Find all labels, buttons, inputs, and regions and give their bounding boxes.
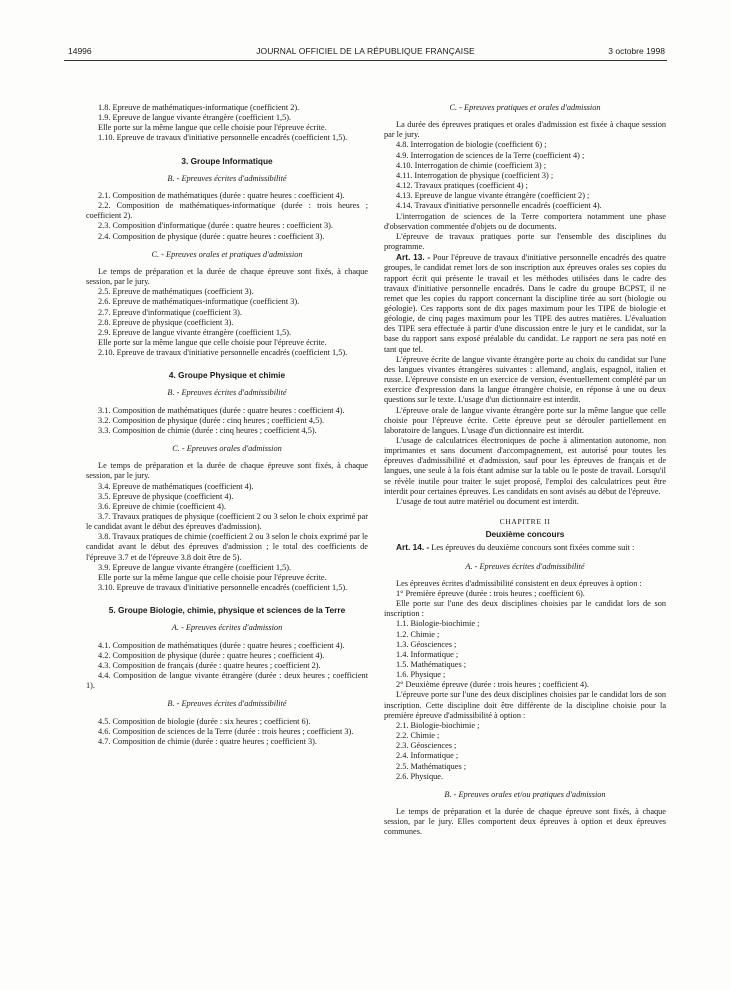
list-item: 2.5. Epreuve de mathématiques (coefficient 3). [98, 287, 254, 297]
list-item: 2.9. Epreuve de langue vivante étrangère (coefficient 1,5). [98, 327, 292, 337]
paragraph: L'usage de tout autre matériel ou document est interdit. [396, 496, 579, 506]
list-item: 3.2. Composition de physique (durée : cinq heures ; coefficient 4,5). [98, 415, 325, 425]
section-heading: 4. Groupe Physique et chimie [168, 370, 286, 381]
list-item: 4.2. Composition de physique (durée : quatre heures ; coefficient 4). [98, 650, 325, 660]
list-item: 2.6. Physique. [396, 771, 444, 781]
subsection-heading: A. - Epreuves écrites d'admissibilité [465, 561, 585, 571]
publication-date: 3 octobre 1998 [608, 46, 665, 56]
article-text: Pour l'épreuve de travaux d'initiative personnelle encadrés des quatre groupes, le candidat remet lors de son inscription aux épreuves orales ses copies du rapport écrit qui présente le travail et les méthodes utilisées dans le cadre des travaux d'initiative personnelle encadrés. Dans le cadre du groupe BCPST, il ne remet que les copies du rapport concernant la discipline tirée au sort (biologie ou géologie). Ces rapports sont de dix pages maximum pour les TIPE de biologie et géologie, de cinq pages maximum pour les TIPE des autres matières. L'évaluation des TIPE sera effectuée à partir d'une discussion entre le jury et le candidat, sur la base du rapport sans exposé préalable du candidat. Le rapport ne sera pas noté en tant que tel. [384, 253, 666, 354]
list-item: 3.8. Travaux pratiques de chimie (coefficient 2 ou 3 selon le choix exprimé par le candidat avant le début des épreuves d'admission ; le total des coefficients de l'épreuve 3.7 et de l'épreuve 3.8 doit être de 5). [86, 532, 368, 562]
chapter-title: Deuxième concours [485, 529, 565, 540]
paragraph: 2° Deuxième épreuve (durée : trois heures ; coefficient 4). [396, 680, 589, 690]
subsection-heading: A. - Epreuves écrites d'admission [171, 623, 283, 633]
article-14 [384, 542, 666, 553]
chapter-label: CHAPITRE II [499, 517, 551, 527]
paragraph: L'épreuve écrite de langue vivante étrangère porte au choix du candidat sur l'une des langues vivantes étrangères suivantes : allemand, anglais, espagnol, italien et russe. L'épreuve consiste en un exercice de version, éventuellement complété par un exercice d'expression dans la langue étrangère choisie, en réponse à une ou deux questions sur le texte. L'usage d'un dictionnaire est interdit. [384, 354, 666, 405]
paragraph: 1.10. Epreuve de travaux d'initiative personnelle encadrés (coefficient 1,5). [98, 133, 348, 143]
paragraph: 1° Première épreuve (durée : trois heures ; coefficient 6). [396, 588, 585, 598]
subsection-heading: B. - Epreuves écrites d'admissibilité [167, 699, 287, 709]
list-item: 2.3. Composition d'informatique (durée : quatre heures : coefficient 3). [98, 221, 333, 231]
list-item: 4.10. Interrogation de chimie (coefficient 3) ; [396, 160, 547, 170]
left-column [86, 103, 368, 747]
list-item: 3.4. Epreuve de mathématiques (coefficient 4). [98, 481, 254, 491]
list-item: 2.1. Biologie-biochimie ; [396, 720, 480, 730]
list-item: 3.5. Epreuve de physique (coefficient 4). [98, 491, 234, 501]
paragraph: Elle porte sur l'une des deux disciplines choisies par le candidat lors de son inscription : [384, 599, 666, 619]
article-label: Art. 13. - [396, 252, 431, 263]
subsection-heading: C. - Epreuves orales d'admission [172, 444, 282, 454]
list-item: 2.1. Composition de mathématiques (durée : quatre heures : coefficient 4). [98, 190, 345, 200]
paragraph: La durée des épreuves pratiques et orales d'admission est fixée à chaque session par le jury. [384, 120, 666, 140]
paragraph: L'interrogation de sciences de la Terre comportera notamment une phase d'observation commentée d'objets ou de documents. [384, 211, 666, 231]
list-item: 4.1. Composition de mathématiques (durée : quatre heures ; coefficient 4). [98, 640, 345, 650]
list-item: 2.10. Epreuve de travaux d'initiative personnelle encadrés (coefficient 1,5). [98, 348, 348, 358]
list-item: 4.13. Epreuve de langue vivante étrangère (coefficient 2) ; [396, 191, 590, 201]
paragraph: L'usage de calculatrices électroniques de poche à alimentation autonome, non imprimantes et sans document d'accompagnement, est autorisé pour toutes les épreuves d'admissibilité et d'admission, sauf pour les épreuves de français et de langues, une seule à la fois étant admise sur la table ou le poste de travail. Lorsqu'il se révèle inutile pour traiter le sujet proposé, l'emploi des calculatrices peut être interdit pour certaines épreuves. Les candidats en sont avisés au début de l'épreuve. [384, 436, 666, 496]
section-heading: 5. Groupe Biologie, chimie, physique et sciences de la Terre [108, 605, 346, 616]
list-item: 1.1. Biologie-biochimie ; [396, 619, 480, 629]
header-rule [64, 60, 667, 61]
list-item: 4.9. Interrogation de sciences de la Terre (coefficient 4) ; [396, 150, 585, 160]
list-item: 4.6. Composition de sciences de la Terre (durée : trois heures ; coefficient 3). [98, 726, 354, 736]
list-item: 4.8. Interrogation de biologie (coefficient 6) ; [396, 140, 547, 150]
list-item: 3.9. Epreuve de langue vivante étrangère (coefficient 1,5). [98, 562, 292, 572]
subsection-heading: B. - Epreuves écrites d'admissibilité [167, 173, 287, 183]
paragraph: Les épreuves écrites d'admissibilité consistent en deux épreuves à option : [396, 578, 642, 588]
list-item: 2.5. Mathématiques ; [396, 761, 467, 771]
paragraph: L'épreuve orale de langue vivante étrangère porte sur la même langue que celle choisie pour l'épreuve écrite. Cette épreuve peut se dérouler partiellement en laboratoire de langues. L'usage d'un dictionnaire est interdit. [384, 405, 666, 435]
paragraph: Le temps de préparation et la durée de chaque épreuve sont fixés, à chaque session, par le jury. Elles comportent deux épreuves à option et deux épreuves communes. [384, 807, 666, 837]
list-item: 3.10. Epreuve de travaux d'initiative personnelle encadrés (coefficient 1,5). [98, 583, 348, 593]
list-item: 4.4. Composition de langue vivante étrangère (durée : deux heures ; coefficient 1). [86, 671, 368, 691]
list-item: 2.4. Composition de physique (durée : quatre heures : coefficient 3). [98, 231, 325, 241]
article-label: Art. 14. - [396, 542, 430, 553]
paragraph: Elle porte sur la même langue que celle choisie pour l'épreuve écrite. [98, 123, 327, 133]
page-header [0, 46, 731, 60]
list-item: 2.2. Composition de mathématiques-informatique (durée : trois heures ; coefficient 2). [86, 201, 368, 221]
list-item: 1.5. Mathématiques ; [396, 659, 467, 669]
list-item: 3.7. Travaux pratiques de physique (coefficient 2 ou 3 selon le choix exprimé par le candidat avant le début des épreuves d'admission). [86, 512, 368, 532]
list-item: 4.12. Travaux pratiques (coefficient 4) ; [396, 181, 528, 191]
right-column [384, 103, 666, 837]
article-13 [384, 252, 666, 355]
list-item: 4.7. Composition de chimie (durée : quatre heures ; coefficient 3). [98, 736, 317, 746]
list-item: 3.3. Composition de chimie (durée : cinq heures ; coefficient 4,5). [98, 425, 317, 435]
subsection-heading: C. - Epreuves pratiques et orales d'admission [449, 103, 601, 112]
paragraph: L'épreuve porte sur l'une des deux disciplines choisies par le candidat lors de son inscription. Cette discipline doit être différente de la discipline choisie pour la première épreuve d'admissibilité à option : [384, 690, 666, 720]
subsection-heading: B. - Epreuves orales et/ou pratiques d'admission [444, 789, 606, 799]
list-item: 4.11. Interrogation de physique (coefficient 3) ; [396, 170, 554, 180]
list-item: 4.14. Travaux d'initiative personnelle encadrés (coefficient 4). [396, 201, 602, 211]
paragraph: Le temps de préparation et la durée de chaque épreuve sont fixés, à chaque session, par le jury. [86, 266, 368, 287]
page-number: 14996 [68, 46, 92, 56]
list-item: 2.8. Epreuve de physique (coefficient 3). [98, 317, 234, 327]
paragraph: Elle porte sur la même langue que celle choisie pour l'épreuve écrite. [98, 337, 327, 347]
list-item: 4.3. Composition de français (durée : quatre heures ; coefficient 2). [98, 660, 321, 670]
paragraph: 1.8. Epreuve de mathématiques-informatique (coefficient 2). [98, 103, 300, 112]
list-item: 2.2. Chimie ; [396, 731, 440, 741]
subsection-heading: B. - Epreuves écrites d'admissibilité [167, 388, 287, 398]
list-item: 1.4. Informatique ; [396, 649, 459, 659]
list-item: 2.7. Epreuve d'informatique (coefficient 3). [98, 307, 242, 317]
list-item: 4.5. Composition de biologie (durée : six heures ; coefficient 6). [98, 716, 311, 726]
journal-title: JOURNAL OFFICIEL DE LA RÉPUBLIQUE FRANÇAISE [256, 46, 475, 56]
list-item: 2.6. Epreuve de mathématiques-informatique (coefficient 3). [98, 297, 300, 307]
subsection-heading: C. - Epreuves orales et pratiques d'admission [151, 249, 303, 259]
section-heading: 3. Groupe Informatique [181, 155, 273, 166]
article-text: Les épreuves du deuxième concours sont fixées comme suit : [431, 543, 635, 553]
paragraph: L'épreuve de travaux pratiques porte sur l'ensemble des disciplines du programme. [384, 231, 666, 252]
paragraph: Le temps de préparation et la durée de chaque épreuve sont fixés, à chaque session, par le jury. [86, 461, 368, 481]
list-item: 1.2. Chimie ; [396, 629, 440, 639]
paragraph: 1.9. Epreuve de langue vivante étrangère (coefficient 1,5). [98, 113, 292, 123]
list-item: 2.3. Géosciences ; [396, 741, 457, 751]
list-item: 3.1. Composition de mathématiques (durée : quatre heures : coefficient 4). [98, 405, 345, 415]
list-item: 1.3. Géosciences ; [396, 639, 457, 649]
list-item: 1.6. Physique ; [396, 670, 446, 680]
list-item: 3.6. Epreuve de chimie (coefficient 4). [98, 501, 226, 511]
list-item: 2.4. Informatique ; [396, 751, 459, 761]
paragraph: Elle porte sur la même langue que celle choisie pour l'épreuve écrite. [98, 572, 327, 582]
